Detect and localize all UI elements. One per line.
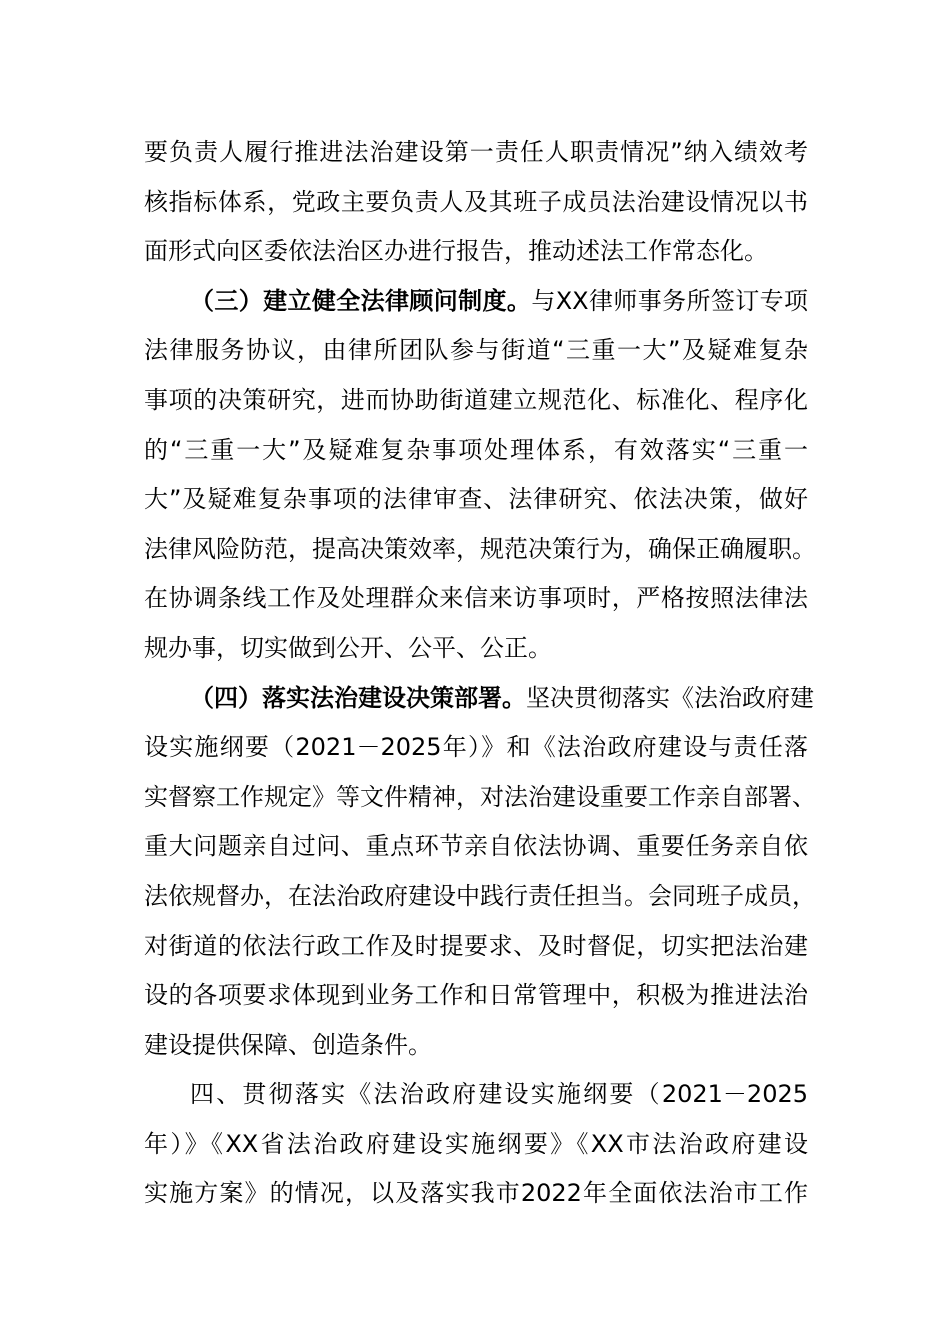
paragraph-line: 核指标体系，党政主要负责人及其班子成员法治建设情况以书 <box>144 187 808 216</box>
section-heading-line: （四）落实法治建设决策部署。坚决贯彻落实《法治政府建 <box>190 683 814 712</box>
section-heading-four: （四）落实法治建设决策部署。 <box>190 683 526 712</box>
paragraph-line: 设的各项要求体现到业务工作和日常管理中，积极为推进法治 <box>144 981 808 1010</box>
paragraph-line: 年）》《XX省法治政府建设实施纲要》《XX市法治政府建设 <box>144 1129 808 1158</box>
paragraph-line: 四、贯彻落实《法治政府建设实施纲要（2021－2025 <box>190 1080 808 1109</box>
paragraph-line: 大”及疑难复杂事项的法律审查、法律研究、依法决策，做好 <box>144 485 808 514</box>
paragraph-line: 法律风险防范，提高决策效率，规范决策行为，确保正确履职。 <box>144 534 816 563</box>
paragraph-line: 面形式向区委依法治区办进行报告，推动述法工作常态化。 <box>144 237 768 266</box>
document-body <box>144 128 816 1219</box>
paragraph-line: 建设提供保障、创造条件。 <box>144 1030 432 1059</box>
paragraph-line: 法依规督办，在法治政府建设中践行责任担当。会同班子成员， <box>144 881 816 910</box>
section-heading-three: （三）建立健全法律顾问制度。 <box>190 286 532 315</box>
paragraph-line: 对街道的依法行政工作及时提要求、及时督促，切实把法治建 <box>144 931 808 960</box>
paragraph-line: 事项的决策研究，进而协助街道建立规范化、标准化、程序化 <box>144 385 808 414</box>
paragraph-line: 设实施纲要（2021－2025年）》和《法治政府建设与责任落 <box>144 733 808 762</box>
paragraph-line: 的“三重一大”及疑难复杂事项处理体系，有效落实“三重一 <box>144 435 808 464</box>
paragraph-line: 规办事，切实做到公开、公平、公正。 <box>144 633 552 662</box>
paragraph-line: 在协调条线工作及处理群众来信来访事项时，严格按照法律法 <box>144 584 808 613</box>
paragraph-line: 重大问题亲自过问、重点环节亲自依法协调、重要任务亲自依 <box>144 832 808 861</box>
paragraph-line: 要负责人履行推进法治建设第一责任人职责情况”纳入绩效考 <box>144 138 808 166</box>
section-heading-line: （三）建立健全法律顾问制度。与XX律师事务所签订专项 <box>190 286 809 315</box>
paragraph-line: 实施方案》的情况，以及落实我市2022年全面依法治市工作 <box>144 1179 808 1208</box>
paragraph-line: 实督察工作规定》等文件精神，对法治建设重要工作亲自部署、 <box>144 782 816 811</box>
paragraph-line: 法律服务协议，由律所团队参与街道“三重一大”及疑难复杂 <box>144 336 808 365</box>
